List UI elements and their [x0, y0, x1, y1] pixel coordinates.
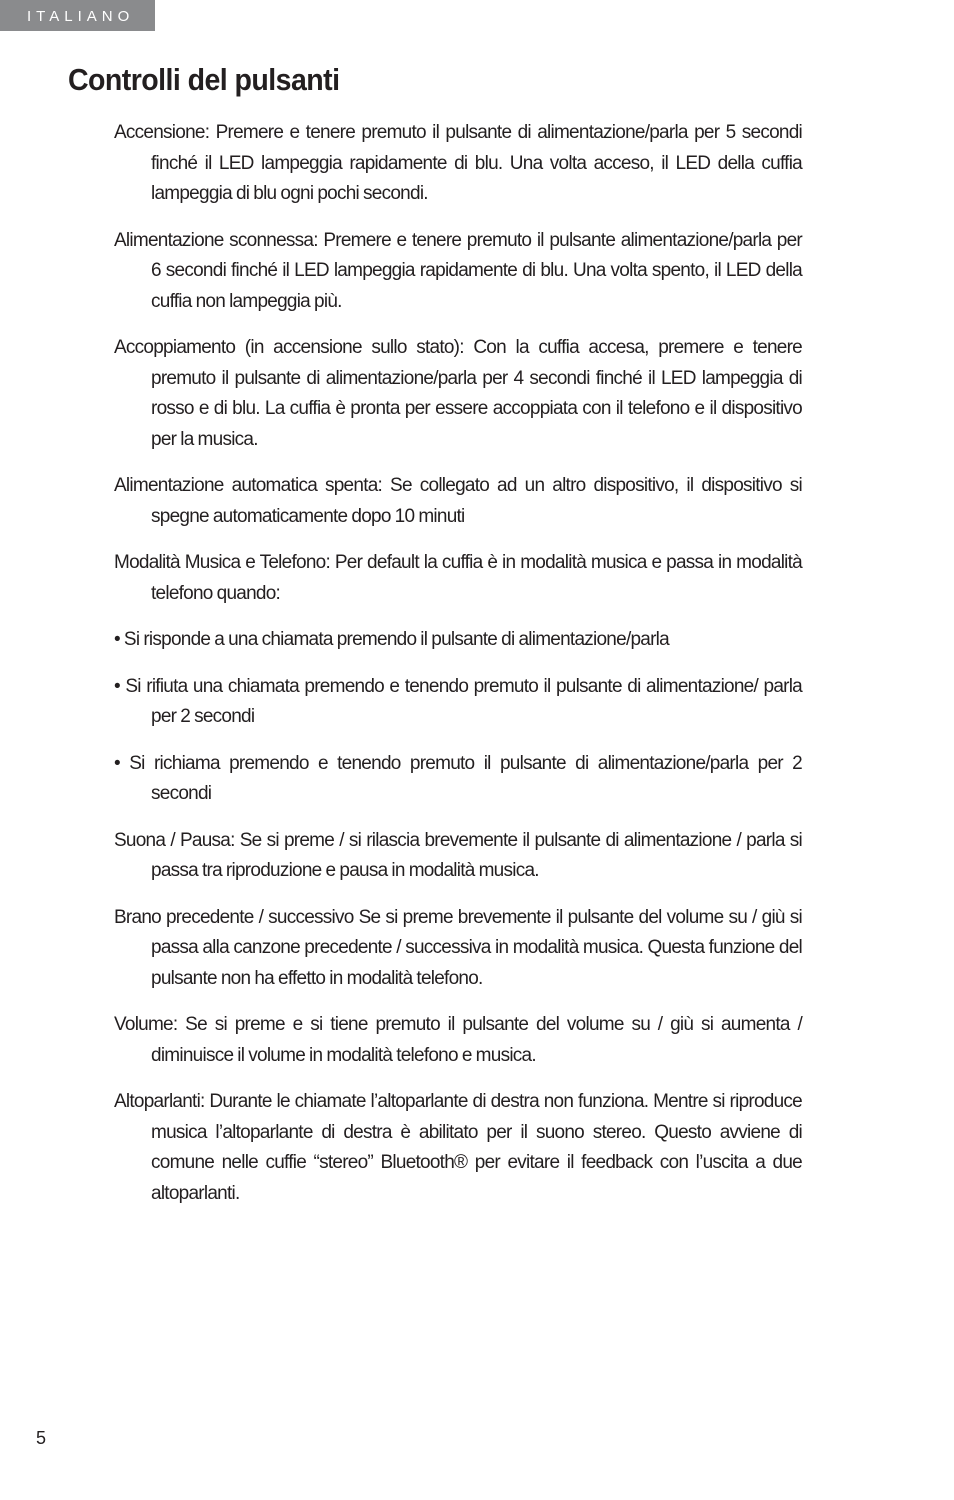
paragraph-music-phone-mode: Modalità Musica e Telefono: Per default la cuffia è in modalità musica e passa in modalità telefono quando: — [114, 552, 802, 604]
page-number: 5 — [36, 1428, 47, 1448]
paragraph-auto-power-off: Alimentazione automatica spenta: Se collegato ad un altro dispositivo, il dispositivo si spegne automaticamente dopo 10 minuti — [114, 475, 802, 527]
paragraph-power-on: Accensione: Premere e tenere premuto il pulsante di alimentazione/parla per 5 secondi finché il LED lampeggia rapidamente di blu. Una volta acceso, il LED della cuffia lampeggia di blu ogni pochi secondi. — [114, 122, 802, 204]
bullet-answer-call: • Si risponde a una chiamata premendo il pulsante di alimentazione/parla — [114, 629, 669, 650]
paragraph-pairing: Accoppiamento (in accensione sullo stato): Con la cuffia accesa, premere e tenere premuto il pulsante di alimentazione/parla per 4 secondi finché il LED lampeggia di rosso e di blu. La cuffia è pronta per essere accoppiata con il telefono e il dispositivo per la musica. — [114, 337, 802, 450]
bullet-reject-call: • Si rifiuta una chiamata premendo e tenendo premuto il pulsante di alimentazione/ parla per 2 secondi — [114, 675, 802, 727]
paragraph-speakers: Altoparlanti: Durante le chiamate l’altoparlante di destra non funziona. Mentre si riproduce musica l’altoparlante di destra è abilitato per il suono stereo. Questo avviene di comune nelle cuffie “stereo” Bluetooth® per evitare il feedback con l’uscita a due altoparlanti. — [114, 1091, 802, 1204]
language-tab: ITALIANO — [0, 0, 155, 31]
bullet-redial: • Si richiama premendo e tenendo premuto il pulsante di alimentazione/parla per 2 secondi — [114, 752, 802, 804]
paragraph-volume: Volume: Se si preme e si tiene premuto il pulsante del volume su / giù si aumenta / diminuisce il volume in modalità telefono e musica. — [114, 1014, 802, 1066]
instructions-body — [114, 118, 802, 1225]
paragraph-track-skip: Brano precedente / successivo Se si preme brevemente il pulsante del volume su / giù si passa alla canzone precedente / successiva in modalità musica. Questa funzione del pulsante non ha effetto in modalità telefono. — [114, 906, 802, 989]
paragraph-play-pause: Suona / Pausa: Se si preme / si rilascia brevemente il pulsante di alimentazione / parla si passa tra riproduzione e pausa in modalità musica. — [114, 829, 802, 881]
paragraph-power-off: Alimentazione sconnessa: Premere e tenere premuto il pulsante alimentazione/parla per 6 secondi finché il LED lampeggia rapidamente di blu. Una volta spento, il LED della cuffia non lampeggia più. — [114, 229, 802, 312]
page-title: Controlli del pulsanti — [68, 62, 340, 97]
